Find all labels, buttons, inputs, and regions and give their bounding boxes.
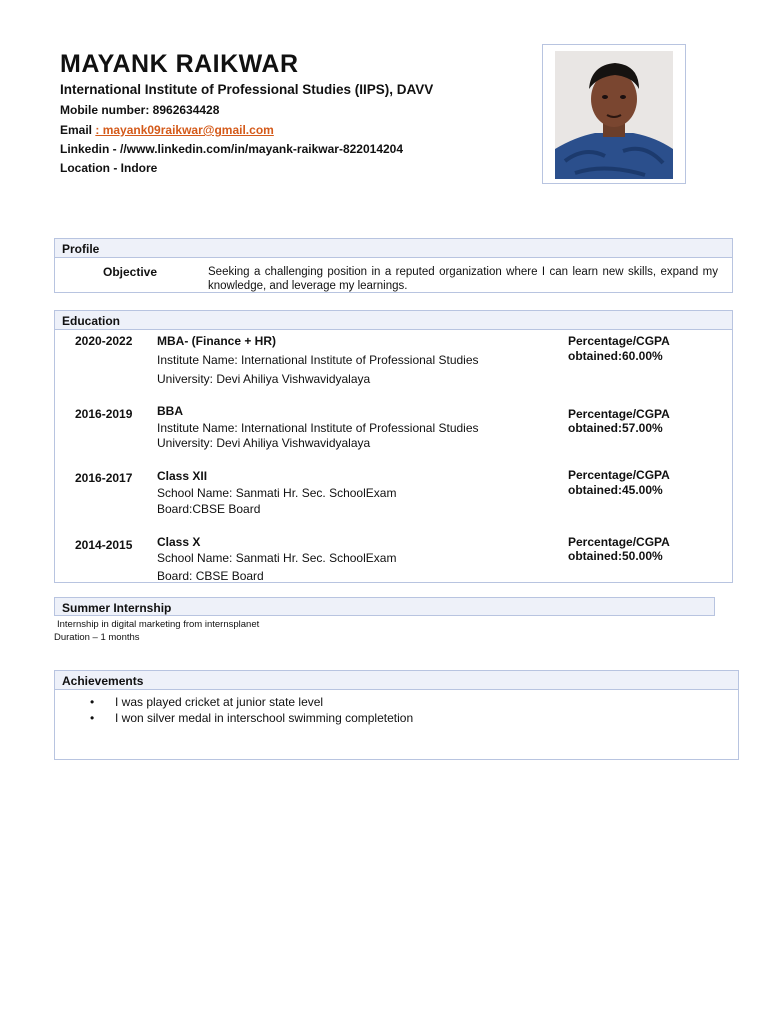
education-years: 2020-2022: [75, 334, 133, 348]
education-section: [54, 310, 733, 583]
bullet-icon: •: [90, 711, 95, 725]
education-institute: Institute Name: International Institute of Professional Studies: [157, 421, 479, 435]
score-label: Percentage/CGPA: [568, 407, 670, 421]
score-value: obtained:57.00%: [568, 421, 663, 435]
education-years: 2016-2019: [75, 407, 133, 421]
education-degree: Class X: [157, 535, 201, 549]
portrait-image: [555, 51, 673, 179]
education-years: 2016-2017: [75, 471, 133, 485]
education-university: University: Devi Ahiliya Vishwavidyalaya: [157, 436, 371, 450]
education-years: 2014-2015: [75, 538, 133, 552]
objective-label: Objective: [103, 265, 158, 279]
location-line: Location - Indore: [60, 161, 158, 175]
email-link[interactable]: : mayank09raikwar@gmail.com: [95, 123, 274, 137]
objective-text: Seeking a challenging position in a reputed organization where I can learn new skills, expand my knowledge, and leverage my learnings.: [208, 266, 718, 292]
education-school: School Name: Sanmati Hr. Sec. SchoolExam: [157, 551, 397, 565]
candidate-name: MAYANK RAIKWAR: [60, 50, 299, 78]
internship-section-header: [54, 597, 715, 616]
achievements-title: Achievements: [62, 674, 144, 688]
internship-title: Summer Internship: [62, 601, 172, 615]
achievement-item: I won silver medal in interschool swimming completetion: [115, 711, 414, 725]
education-board: Board: CBSE Board: [157, 569, 264, 583]
education-institute: Institute Name: International Institute of Professional Studies: [157, 353, 479, 367]
education-university: University: Devi Ahiliya Vishwavidyalaya: [157, 372, 371, 386]
achievements-section: [54, 670, 739, 760]
internship-detail: Internship in digital marketing from internsplanet: [57, 619, 260, 630]
education-board: Board:CBSE Board: [157, 502, 261, 516]
email-line: [60, 123, 274, 137]
score-label: Percentage/CGPA: [568, 334, 670, 348]
internship-duration: Duration – 1 months: [54, 632, 140, 643]
score-value: obtained:45.00%: [568, 483, 663, 497]
profile-photo: [542, 44, 686, 184]
education-degree: Class XII: [157, 469, 208, 483]
score-label: Percentage/CGPA: [568, 535, 670, 549]
education-degree: BBA: [157, 404, 183, 418]
score-value: obtained:60.00%: [568, 349, 663, 363]
achievement-item: I was played cricket at junior state level: [115, 695, 324, 709]
education-section-header: [55, 311, 732, 330]
education-school: School Name: Sanmati Hr. Sec. SchoolExam: [157, 486, 397, 500]
profile-title: Profile: [62, 242, 100, 256]
education-title: Education: [62, 314, 121, 328]
mobile-number: Mobile number: 8962634428: [60, 103, 220, 117]
email-label: Email: [60, 123, 93, 137]
bullet-icon: •: [90, 695, 95, 709]
achievements-section-header: [55, 671, 738, 690]
score-value: obtained:50.00%: [568, 549, 663, 563]
institute-name: International Institute of Professional Studies (IIPS), DAVV: [60, 82, 434, 97]
linkedin-line[interactable]: Linkedin - //www.linkedin.com/in/mayank-raikwar-822014204: [60, 142, 404, 156]
profile-section: [54, 238, 733, 293]
profile-section-header: [55, 239, 732, 258]
education-degree: MBA- (Finance + HR): [157, 334, 277, 348]
score-label: Percentage/CGPA: [568, 468, 670, 482]
